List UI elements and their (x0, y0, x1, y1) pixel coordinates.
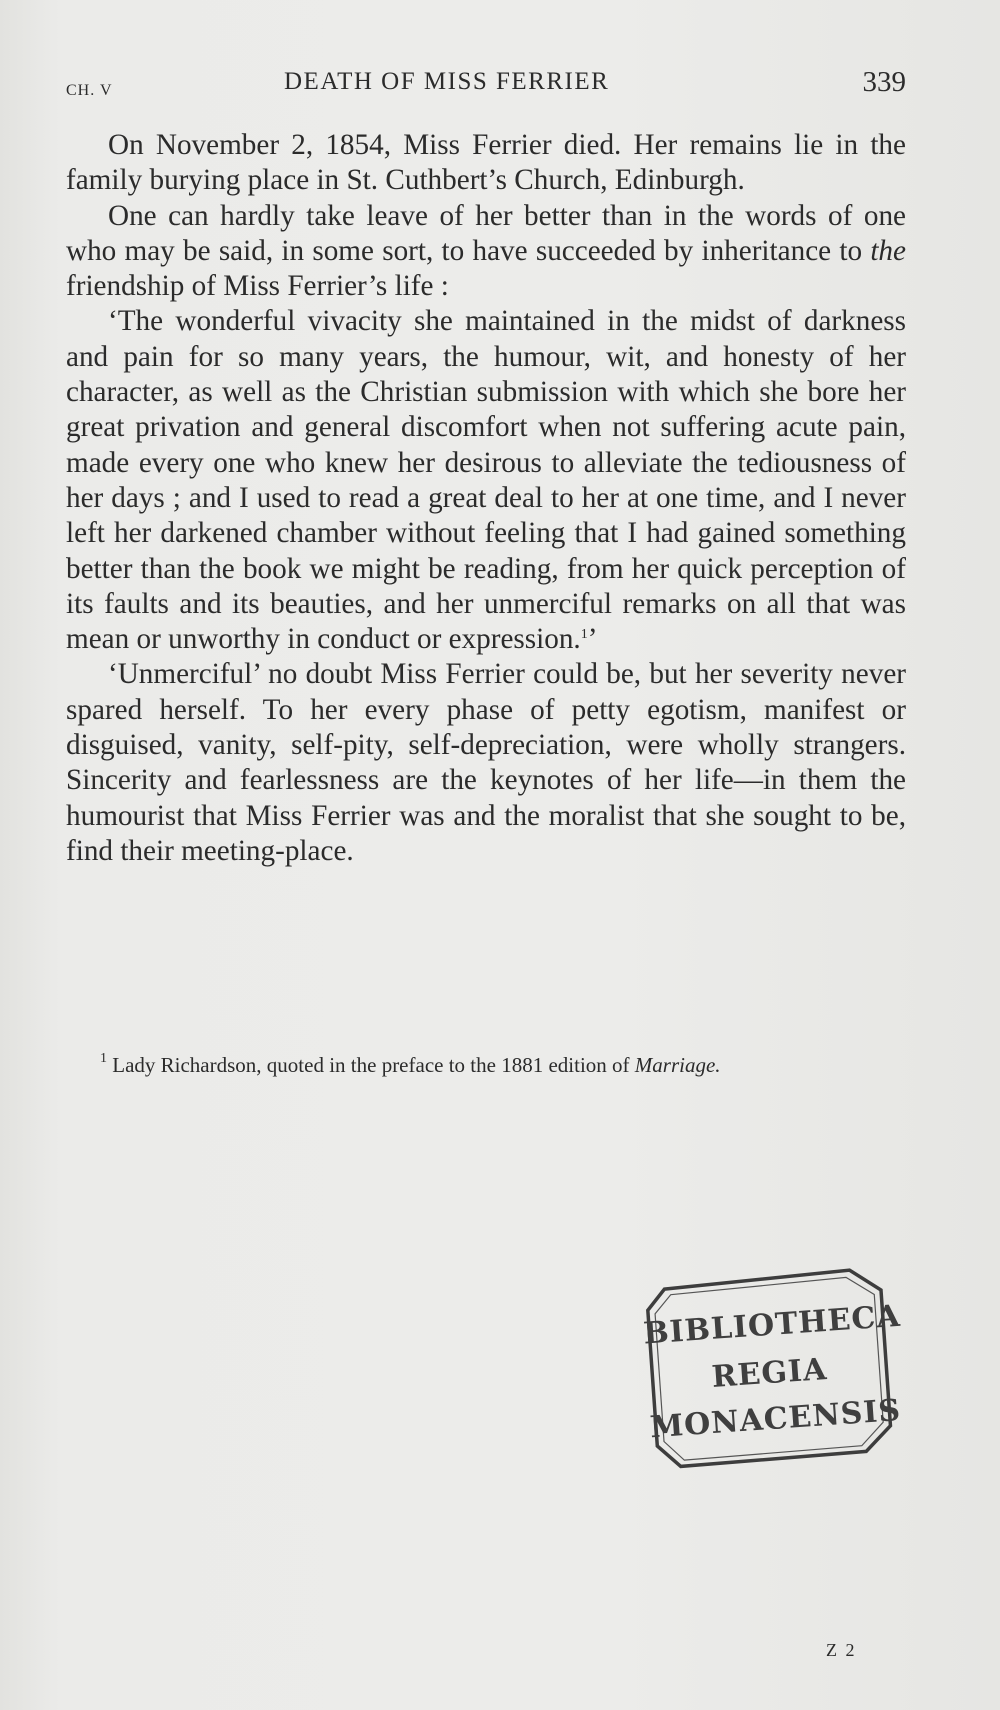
stamp-line-1: BIBLIOTHECA (642, 1298, 902, 1352)
paragraph-quotation (66, 304, 906, 657)
paragraph-leave-text: One can hardly take leave of her better than in the words of one who may be said, in some sort, to have succeeded by inheritance to (66, 199, 906, 267)
signature-mark: Z 2 (826, 1640, 857, 1660)
footnote (66, 1050, 906, 1080)
footnote-reference: 1 (580, 627, 588, 643)
paragraph-leave-tail: friendship of Miss Ferrier’s life : (66, 270, 449, 303)
paragraph-death: On November 2, 1854, Miss Ferrier died. Her remains lie in the family burying place in St. Cuthbert’s Church, Edinburgh. (66, 129, 906, 197)
footnote-text: Lady Richardson, quoted in the preface to the 1881 edition of (107, 1053, 635, 1077)
body-text (66, 128, 906, 869)
quotation-text: ‘The wonderful vivacity she maintained in the midst of darkness and pain for so many years, the humour, wit, and honesty of her character, as well as the Christian submission with which she bore her great privation and general discomfort when not suffering acute pain, made every one who knew her desirous to alleviate the tediousness of her days ; and I used to read a great deal to her at one time, and I never left her darkened chamber without feeling that I had gained something better than the book we might be reading, from her quick perception of its faults and its beauties, and her unmerciful remarks on all that was mean or unworthy in conduct or expression. (66, 305, 906, 656)
paragraph-unmerciful: ‘Unmerciful’ no doubt Miss Ferrier could be, but her severity never spared herself. To her every phase of petty egotism, manifest or disguised, vanity, self-pity, self-depreciation, were wholly strangers. Sincerity and fearlessness are the keynotes of her life—in them the humourist that Miss Ferrier was and the moralist that she sought to be, find their meeting-place. (66, 658, 906, 867)
italic-the: the (870, 234, 906, 267)
quotation-close: ’ (587, 623, 598, 656)
footnote-mark: 1 (100, 1051, 107, 1066)
running-title: DEATH OF MISS FERRIER (284, 68, 610, 95)
paragraph-leave (66, 199, 906, 305)
stamp-line-2: REGIA (710, 1351, 829, 1395)
library-stamp (639, 1260, 903, 1473)
running-head (66, 66, 906, 106)
page-number: 339 (862, 66, 906, 98)
footnote-italic-title: Marriage. (634, 1053, 721, 1077)
chapter-label: CH. V (66, 82, 113, 99)
stamp-line-3: MONACENSIS (648, 1392, 903, 1446)
